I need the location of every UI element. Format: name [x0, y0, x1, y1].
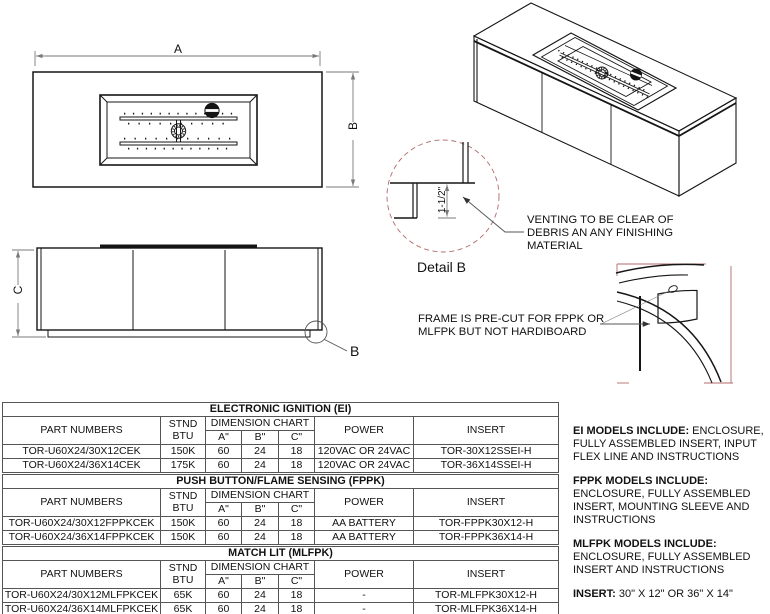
btu-cell: 65K — [161, 603, 206, 614]
detail-b-ref-label: B — [350, 343, 360, 359]
table-title-row — [3, 475, 559, 489]
col-header-a: A" — [206, 575, 242, 589]
fppk-table — [2, 474, 559, 545]
dim-a-cell: 60 — [206, 459, 242, 473]
note-text: ENCLOSURE, FULLY ASSEMBLED INSERT, INPUT FLEX LINE AND INSTRUCTIONS — [573, 425, 764, 463]
col-header-b: B" — [242, 575, 279, 589]
dim-b-cell: 24 — [242, 459, 279, 473]
power-cell: - — [315, 589, 414, 603]
col-header-c: C" — [279, 431, 315, 445]
power-cell: 120VAC OR 24VAC — [315, 459, 414, 473]
col-header-dimension-chart: DIMENSION CHART — [206, 561, 315, 575]
part-number-cell: TOR-U60X24/36X14FPPKCEK — [3, 531, 161, 545]
power-cell: - — [315, 603, 414, 614]
svg-text:FRAME IS PRE-CUT FOR FPPK OR: FRAME IS PRE-CUT FOR FPPK OR — [418, 313, 605, 325]
power-cell: 120VAC OR 24VAC — [315, 445, 414, 459]
ei-models-note — [573, 425, 770, 464]
table-row — [3, 531, 559, 545]
insert-cell: TOR-MLFPK36X14-H — [414, 603, 559, 614]
insert-lip — [100, 245, 257, 249]
dim-c-cell: 18 — [279, 459, 315, 473]
col-header-part-numbers: PART NUMBERS — [3, 561, 161, 589]
insert-cell: TOR-MLFPK30X12-H — [414, 589, 559, 603]
part-number-cell: TOR-U60X24/36X14CEK — [3, 459, 161, 473]
model-notes — [573, 425, 770, 612]
part-number-cell: TOR-U60X24/30X12MLFPKCEK — [3, 589, 161, 603]
table-title: MATCH LIT (MLFPK) — [3, 547, 559, 561]
dim-b-label: B — [346, 121, 360, 131]
part-number-cell: TOR-U60X24/30X12CEK — [3, 445, 161, 459]
precut-rectangle — [658, 290, 697, 323]
col-header-power: POWER — [315, 561, 414, 589]
table-row — [3, 445, 559, 459]
table-header-row — [3, 417, 559, 431]
frame-precut-detail-drawing — [418, 264, 733, 383]
table-header-row — [3, 489, 559, 503]
table-row — [3, 603, 559, 614]
col-header-dimension-chart: DIMENSION CHART — [206, 417, 315, 431]
venting-note — [527, 214, 674, 252]
btu-cell: 65K — [161, 589, 206, 603]
isometric-view-drawing — [474, 3, 736, 196]
detail-b-callout-circle — [305, 321, 327, 343]
ei-table — [2, 402, 559, 473]
frame-note — [418, 313, 604, 338]
col-header-b: B" — [242, 503, 279, 517]
iso-top-face — [474, 3, 736, 131]
fppk-models-note — [573, 475, 770, 527]
dim-c-cell: 18 — [279, 445, 315, 459]
part-number-cell: TOR-U60X24/30X12FPPKCEK — [3, 517, 161, 531]
note-text: ENCLOSURE, FULLY ASSEMBLED INSERT AND INSTRUCTIONS — [573, 551, 751, 576]
table-row — [3, 589, 559, 603]
mlfpk-table — [2, 546, 559, 614]
insert-cell: TOR-36X14SSEI-H — [414, 459, 559, 473]
dim-c-cell: 18 — [279, 603, 315, 614]
iso-burner-tray — [533, 33, 676, 110]
col-header-insert: INSERT — [414, 561, 559, 589]
dim-a-cell: 60 — [206, 517, 242, 531]
col-header-part-numbers: PART NUMBERS — [3, 489, 161, 517]
table-row — [3, 459, 559, 473]
dim-c-cell: 18 — [279, 517, 315, 531]
note-label: FPPK MODELS INCLUDE: — [573, 475, 709, 487]
col-header-stnd-btu: STND BTU — [161, 417, 206, 445]
iso-right-face — [679, 98, 736, 196]
insert-cell: TOR-FPPK36X14-H — [414, 531, 559, 545]
venting-leader-line — [463, 197, 524, 232]
dim-a-cell: 60 — [206, 531, 242, 545]
top-view-drawing — [33, 42, 360, 187]
gas-valve-icon — [171, 124, 185, 138]
enclosure-outline — [33, 72, 322, 187]
detail-viewport-marks — [617, 264, 733, 383]
col-header-c: C" — [279, 575, 315, 589]
col-header-part-numbers: PART NUMBERS — [3, 417, 161, 445]
svg-text:DEBRIS AN ANY FINISHING: DEBRIS AN ANY FINISHING — [527, 227, 674, 239]
table-title-row — [3, 547, 559, 561]
col-header-insert: INSERT — [414, 417, 559, 445]
note-label: EI MODELS INCLUDE: — [573, 425, 690, 437]
power-cell: AA BATTERY — [315, 531, 414, 545]
col-header-a: A" — [206, 431, 242, 445]
insert-bevel-inner — [107, 102, 250, 158]
dim-b-cell: 24 — [242, 445, 279, 459]
col-header-stnd-btu: STND BTU — [161, 561, 206, 589]
btu-cell: 175K — [161, 459, 206, 473]
table-row — [3, 517, 559, 531]
col-header-c: C" — [279, 503, 315, 517]
table-title-row — [3, 403, 559, 417]
cabinet-outline — [37, 248, 322, 330]
dim-c-cell: 18 — [279, 589, 315, 603]
dim-b-cell: 24 — [242, 517, 279, 531]
note-text: ENCLOSURE, FULLY ASSEMBLED INSERT, MOUNTING SLEEVE AND INSTRUCTIONS — [573, 488, 751, 526]
btu-cell: 150K — [161, 517, 206, 531]
table-title: ELECTRONIC IGNITION (EI) — [3, 403, 559, 417]
dim-b-cell: 24 — [242, 589, 279, 603]
table-header-row — [3, 561, 559, 575]
svg-text:MLFPK BUT NOT HARDIBOARD: MLFPK BUT NOT HARDIBOARD — [418, 326, 587, 338]
table-title: PUSH BUTTON/FLAME SENSING (FPPK) — [3, 475, 559, 489]
vent-gap-dim-label: 1-1/2" — [437, 186, 448, 214]
dim-b-cell: 24 — [242, 531, 279, 545]
col-header-power: POWER — [315, 489, 414, 517]
dim-a-cell: 60 — [206, 445, 242, 459]
btu-cell: 150K — [161, 445, 206, 459]
dim-c-label: C — [11, 285, 25, 295]
col-header-insert: INSERT — [414, 489, 559, 517]
col-header-power: POWER — [315, 417, 414, 445]
col-header-stnd-btu: STND BTU — [161, 489, 206, 517]
insert-cell: TOR-30X12SSEI-H — [414, 445, 559, 459]
svg-text:VENTING TO BE CLEAR OF: VENTING TO BE CLEAR OF — [527, 214, 674, 226]
spec-tables — [2, 402, 558, 614]
plinth — [48, 330, 310, 337]
power-cell: AA BATTERY — [315, 517, 414, 531]
dim-b-cell: 24 — [242, 603, 279, 614]
igniter-icon — [204, 103, 219, 118]
btu-cell: 150K — [161, 531, 206, 545]
dim-a-cell: 60 — [206, 603, 242, 614]
col-header-dimension-chart: DIMENSION CHART — [206, 489, 315, 503]
insert-sizes-note — [573, 588, 770, 601]
svg-text:MATERIAL: MATERIAL — [527, 240, 583, 252]
dim-a-label: A — [174, 42, 183, 56]
dim-c-cell: 18 — [279, 531, 315, 545]
note-text: 30" X 12" OR 36" X 14" — [615, 588, 733, 600]
h-burner — [120, 114, 237, 149]
dim-a-cell: 60 — [206, 589, 242, 603]
note-label: INSERT: — [573, 588, 616, 600]
insert-cell: TOR-FPPK30X12-H — [414, 517, 559, 531]
detail-b-drawing — [387, 140, 674, 275]
part-number-cell: TOR-U60X24/36X14MLFPKCEK — [3, 603, 161, 614]
detail-b-caption: Detail B — [417, 259, 467, 275]
note-label: MLFPK MODELS INCLUDE: — [573, 538, 717, 550]
front-view-drawing — [11, 245, 359, 360]
col-header-b: B" — [242, 431, 279, 445]
col-header-a: A" — [206, 503, 242, 517]
insert-bevel-outer — [100, 95, 257, 165]
iso-top-slab-edge — [474, 41, 736, 136]
mlfpk-models-note — [573, 538, 770, 577]
